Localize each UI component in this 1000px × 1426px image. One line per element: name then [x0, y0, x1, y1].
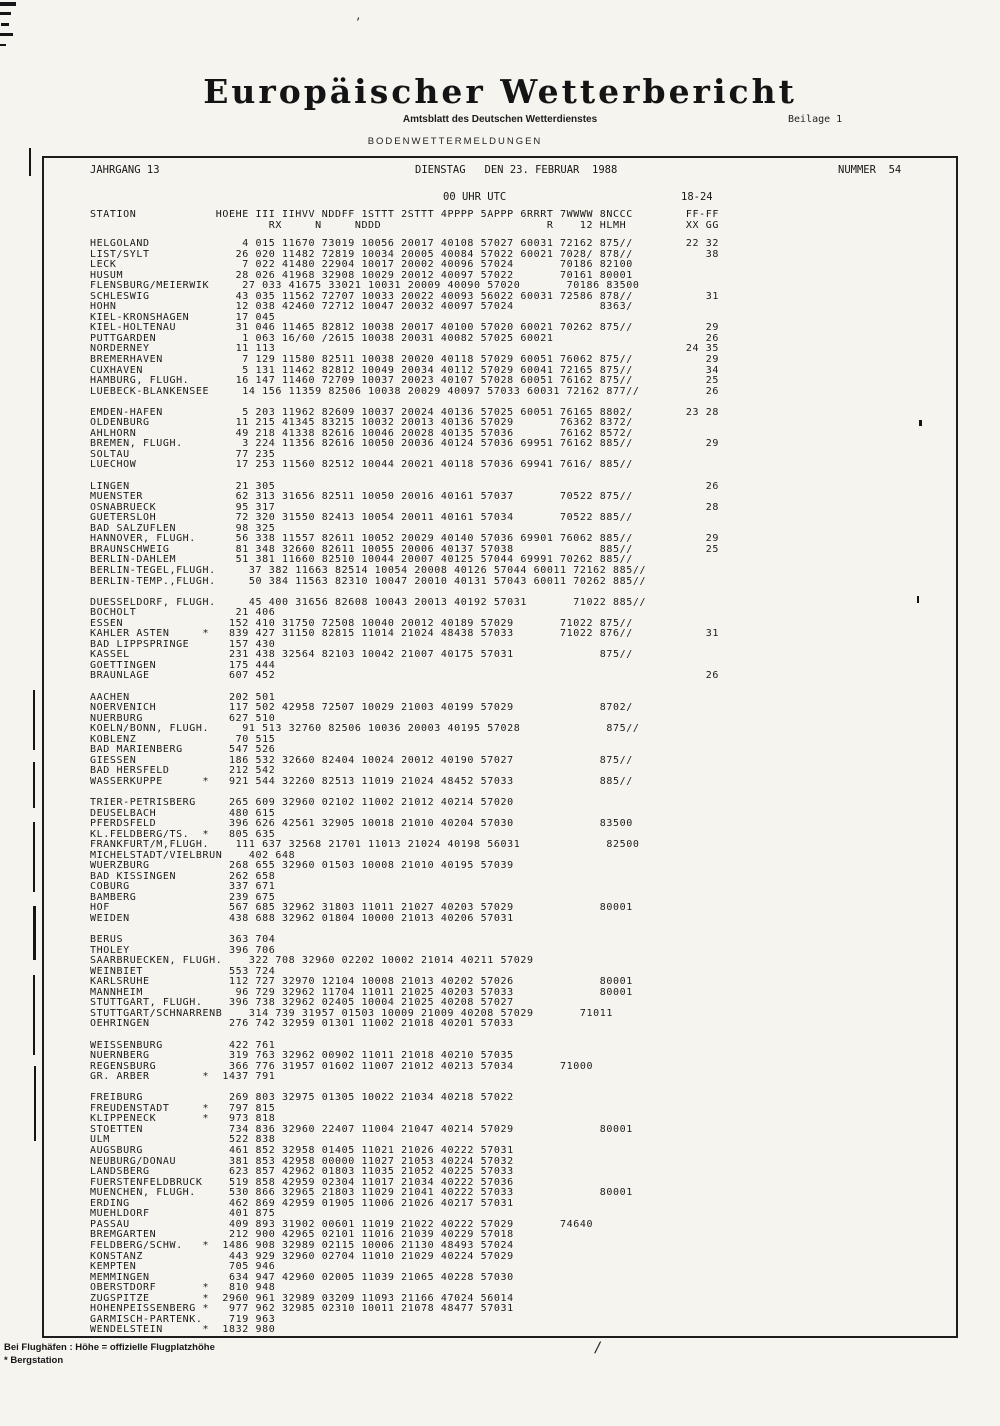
station-row: ZUGSPITZE * 2960 961 32989 03209 11093 21166 47024 56014 — [90, 1292, 686, 1304]
date-label: DIENSTAG DEN 23. FEBRUAR 1988 — [415, 164, 618, 176]
station-row: OSNABRUECK 95 317 28 — [90, 501, 719, 513]
scan-artifact — [1, 23, 9, 26]
station-row: FLENSBURG/MEIERWIK 27 033 41675 33021 10031 20009 40090 57020 70186 83500 — [90, 280, 686, 292]
station-row: AHLHORN 49 218 41338 82616 10046 20028 40135 57036 76162 8572/ — [90, 427, 686, 439]
station-row: SAARBRUECKEN, FLUGH. 322 708 32960 02202 10002 21014 40211 57029 — [90, 955, 686, 967]
station-row: STUTTGART/SCHNARRENB 314 739 31957 01503 10009 21009 40208 57029 71011 — [90, 1007, 686, 1019]
scan-artifact: / — [594, 1340, 603, 1356]
scan-artifact — [0, 33, 13, 36]
station-row: DUESSELDORF, FLUGH. 45 400 31656 82608 10043 20013 40192 57031 71022 885// — [90, 596, 686, 608]
station-row: HOF 567 685 32962 31803 11011 21027 40203 57029 80001 — [90, 902, 686, 914]
row-gap — [90, 682, 719, 693]
time-range-label: 18-24 — [681, 191, 713, 203]
station-row: BREMERHAVEN 7 129 11580 82511 10038 20020 40118 57029 60051 76062 875// 29 — [90, 354, 719, 366]
station-row: HUSUM 28 026 41968 32908 10029 20012 40097 57022 70161 80001 — [90, 269, 686, 281]
station-row: GOETTINGEN 175 444 — [90, 659, 686, 671]
station-row: PUTTGARDEN 1 063 16/60 /2615 10038 20031 40082 57025 60021 26 — [90, 332, 719, 344]
station-row: LECK 7 022 41480 22904 10017 20002 40096 57024 70186 82100 — [90, 259, 686, 271]
station-row: HELGOLAND 4 015 11670 73019 10056 20017 40108 57027 60031 72162 875// 22 32 — [90, 238, 719, 249]
station-row: MEMMINGEN 634 947 42960 02005 11039 21065 40228 57030 — [90, 1271, 686, 1283]
station-row: AACHEN 202 501 — [90, 691, 686, 703]
scan-artifact — [33, 822, 35, 892]
station-row: BREMGARTEN 212 900 42965 02101 11016 21039 40229 57018 — [90, 1229, 686, 1241]
station-row: WASSERKUPPE * 921 544 32260 82513 11019 21024 48452 57033 885// — [90, 775, 686, 787]
station-row: KEMPTEN 705 946 — [90, 1261, 686, 1273]
station-row: GUETERSLOH 72 320 31550 82413 10054 20011 40161 57034 70522 885// — [90, 512, 686, 524]
station-row: KOELN/BONN, FLUGH. 91 513 32760 82506 10036 20003 40195 57028 875// — [90, 723, 686, 735]
station-row: ULM 522 838 — [90, 1134, 686, 1146]
station-row: LINGEN 21 305 26 — [90, 480, 719, 492]
station-row: BREMEN, FLUGH. 3 224 11356 82616 10050 20036 40124 57036 69951 76162 885// 29 — [90, 438, 719, 450]
scan-artifact: ’ — [356, 16, 361, 31]
scan-artifact — [33, 975, 35, 1055]
issue-number-label: NUMMER 54 — [838, 164, 902, 176]
row-gap — [90, 587, 719, 598]
beilage-label: Beilage 1 — [788, 114, 843, 125]
observation-time-label: 00 UHR UTC — [443, 191, 507, 203]
station-row: WEINBIET 553 724 — [90, 965, 686, 977]
station-row: BAD KISSINGEN 262 658 — [90, 870, 686, 882]
station-row: LUECHOW 17 253 11560 82512 10044 20021 40118 57036 69941 7616/ 885// — [90, 459, 686, 471]
row-gap — [90, 471, 719, 482]
station-row: BRAUNSCHWEIG 81 348 32660 82611 10055 20006 40137 57038 885// 25 — [90, 543, 719, 555]
scan-artifact — [33, 762, 35, 808]
station-row: EMDEN-HAFEN 5 203 11962 82609 10037 20024 40136 57025 60051 76165 8802/ 23 28 — [90, 406, 719, 418]
station-row: OLDENBURG 11 215 41345 83215 10032 20013 40136 57029 76362 8372/ — [90, 417, 686, 429]
station-row: WEISSENBURG 422 761 — [90, 1039, 686, 1051]
station-row: BERUS 363 704 — [90, 934, 686, 946]
scan-artifact — [0, 12, 11, 15]
scan-artifact — [29, 148, 31, 176]
station-row: HOHENPEISSENBERG * 977 962 32985 02310 10011 21078 48477 57031 — [90, 1303, 686, 1315]
station-row: OBERSTDORF * 810 948 — [90, 1282, 686, 1294]
footnote-bergstation: * Bergstation — [4, 1355, 64, 1366]
station-row: BAD SALZUFLEN 98 325 — [90, 522, 686, 534]
station-row: BRAUNLAGE 607 452 26 — [90, 670, 719, 682]
station-row: BERLIN-TEMP.,FLUGH. 50 384 11563 82310 10047 20010 40131 57043 60011 70262 885// — [90, 575, 686, 587]
station-row: HOHN 12 038 42460 72712 10047 20032 40097 57024 8363/ — [90, 301, 686, 313]
station-row: STUTTGART, FLUGH. 396 738 32962 02405 10004 21025 40208 57027 — [90, 997, 686, 1009]
station-row: MUENSTER 62 313 31656 82511 10050 20016 40161 57037 70522 875// — [90, 491, 686, 503]
station-row: LANDSBERG 623 857 42962 01803 11035 21052 40225 57033 — [90, 1166, 686, 1178]
station-row: ESSEN 152 410 31750 72508 10040 20012 40189 57029 71022 875// — [90, 617, 686, 629]
station-table — [90, 239, 719, 1336]
station-row: WEIDEN 438 688 32962 01804 10000 21013 40206 57031 — [90, 913, 686, 924]
station-row: DEUSELBACH 480 615 — [90, 807, 686, 819]
station-row: SOLTAU 77 235 — [90, 448, 686, 460]
station-row: MANNHEIM 96 729 32962 11704 11011 21025 40203 57033 80001 — [90, 986, 686, 998]
station-row: NEUBURG/DONAU 381 853 42958 00000 11027 21053 40224 57032 — [90, 1155, 686, 1167]
station-row: KL.FELDBERG/TS. * 805 635 — [90, 828, 686, 840]
station-row: COBURG 337 671 — [90, 881, 686, 893]
station-row: KONSTANZ 443 929 32960 02704 11010 21029 40224 57029 — [90, 1250, 686, 1262]
station-row: BAD HERSFELD 212 542 — [90, 765, 686, 777]
station-row: WUERZBURG 268 655 32960 01503 10008 21010 40195 57039 — [90, 860, 686, 872]
station-row: KOBLENZ 70 515 — [90, 733, 686, 745]
station-row: NORDERNEY 11 113 24 35 — [90, 343, 719, 355]
station-row: FREUDENSTADT * 797 815 — [90, 1102, 686, 1114]
station-row: GARMISCH-PARTENK. 719 963 — [90, 1313, 686, 1325]
scan-artifact — [0, 2, 16, 6]
station-row: KASSEL 231 438 32564 82103 10042 21007 40175 57031 875// — [90, 649, 686, 661]
station-row: KAHLER ASTEN * 839 427 31150 82815 11014 21024 48438 57033 71022 876// 31 — [90, 628, 719, 640]
station-row: NOERVENICH 117 502 42958 72507 10029 21003 40199 57029 8702/ — [90, 702, 686, 714]
station-row: HANNOVER, FLUGH. 56 338 11557 82611 10052 20029 40140 57036 69901 76062 885// 29 — [90, 533, 719, 545]
station-row: BAD LIPPSPRINGE 157 430 — [90, 638, 686, 650]
station-row: MUENCHEN, FLUGH. 530 866 32965 21803 11029 21041 40222 57033 80001 — [90, 1187, 686, 1199]
station-row: BOCHOLT 21 406 — [90, 607, 686, 619]
station-row: BERLIN-DAHLEM 51 381 11660 82510 10044 20007 40125 57044 69991 70262 885// — [90, 554, 686, 566]
station-row: FRANKFURT/M,FLUGH. 111 637 32568 21701 11013 21024 40198 56031 82500 — [90, 839, 686, 851]
station-row: MUEHLDORF 401 875 — [90, 1208, 686, 1220]
station-row: REGENSBURG 366 776 31957 01602 11007 21012 40213 57034 71000 — [90, 1060, 686, 1072]
footnote-airports: Bei Flughäfen : Höhe = offizielle Flugplatzhöhe — [4, 1342, 215, 1353]
station-row: KARLSRUHE 112 727 32970 12104 10008 21013 40202 57026 80001 — [90, 976, 686, 988]
station-row: LIST/SYLT 26 020 11482 72819 10034 20005 40084 57022 60021 7028/ 878// 38 — [90, 248, 719, 260]
station-row: SCHLESWIG 43 035 11562 72707 10033 20022 40093 56022 60031 72586 878// 31 — [90, 290, 719, 302]
document-subtitle: Amtsblatt des Deutschen Wetterdienstes — [402, 114, 598, 125]
station-row: GIESSEN 186 532 32660 82404 10024 20012 40190 57027 875// — [90, 754, 686, 766]
station-row: THOLEY 396 706 — [90, 944, 686, 956]
column-header-line2: RX N NDDD R 12 HLMH XX GG — [90, 220, 719, 231]
station-row: MICHELSTADT/VIELBRUN 402 648 — [90, 849, 686, 861]
station-row: AUGSBURG 461 852 32958 01405 11021 21026 40222 57031 — [90, 1145, 686, 1157]
jahrgang-label: JAHRGANG 13 — [90, 164, 160, 176]
scan-artifact — [0, 44, 6, 46]
station-row: STOETTEN 734 836 32960 22407 11004 21047 40214 57029 80001 — [90, 1123, 686, 1135]
column-header-line1: STATION HOEHE III IIHVV NDDFF 1STTT 2STTT 4PPPP 5APPP 6RRRT 7WWWW 8NCCC FF-FF — [90, 209, 719, 220]
station-row: GR. ARBER * 1437 791 — [90, 1071, 686, 1083]
station-row: KIEL-KRONSHAGEN 17 045 — [90, 311, 686, 323]
station-row: KIEL-HOLTENAU 31 046 11465 82812 10038 20017 40100 57020 60021 70262 875// 29 — [90, 322, 719, 334]
station-row: WENDELSTEIN * 1832 980 — [90, 1324, 686, 1336]
station-row: BAMBERG 239 675 — [90, 891, 686, 903]
station-row: NUERNBERG 319 763 32962 00902 11011 21018 40210 57035 — [90, 1050, 686, 1062]
station-row: PASSAU 409 893 31902 00601 11019 21022 40222 57029 74640 — [90, 1218, 686, 1230]
scan-artifact — [34, 1066, 36, 1141]
station-row: ERDING 462 869 42959 01905 11006 21026 40217 57031 — [90, 1197, 686, 1209]
scan-artifact — [33, 690, 35, 750]
station-row: TRIER-PETRISBERG 265 609 32960 02102 11002 21012 40214 57020 — [90, 796, 686, 808]
station-row: NUERBURG 627 510 — [90, 712, 686, 724]
station-row: KLIPPENECK * 973 818 — [90, 1113, 686, 1125]
section-heading: BODENWETTERMELDUNGEN — [367, 136, 543, 147]
station-row: LUEBECK-BLANKENSEE 14 156 11359 82506 10038 20029 40097 57033 60031 72162 877// 26 — [90, 385, 719, 397]
station-row: PFERDSFELD 396 626 42561 32905 10018 21010 40204 57030 83500 — [90, 818, 686, 830]
station-row: BAD MARIENBERG 547 526 — [90, 744, 686, 756]
row-gap — [90, 1030, 719, 1041]
scan-artifact — [33, 906, 36, 960]
station-row: OEHRINGEN 276 742 32959 01301 11002 21018 40201 57033 — [90, 1018, 686, 1030]
station-row: CUXHAVEN 5 131 11462 82812 10049 20034 40112 57029 60041 72165 875// 34 — [90, 364, 719, 376]
station-row: FUERSTENFELDBRUCK 519 858 42959 02304 11017 21034 40222 57036 — [90, 1176, 686, 1188]
station-row: FELDBERG/SCHW. * 1486 908 32989 02115 10006 21130 48493 57024 — [90, 1239, 686, 1251]
report-table-frame — [42, 156, 958, 1338]
station-row: FREIBURG 269 803 32975 01305 10022 21034 40218 57022 — [90, 1092, 686, 1104]
station-row: BERLIN-TEGEL,FLUGH. 37 382 11663 82514 10054 20008 40126 57044 60011 72162 885// — [90, 564, 686, 576]
document-title: Europäischer Wetterbericht — [203, 72, 797, 111]
station-row: HAMBURG, FLUGH. 16 147 11460 72709 10037 20023 40107 57028 60051 76162 875// 25 — [90, 375, 719, 387]
